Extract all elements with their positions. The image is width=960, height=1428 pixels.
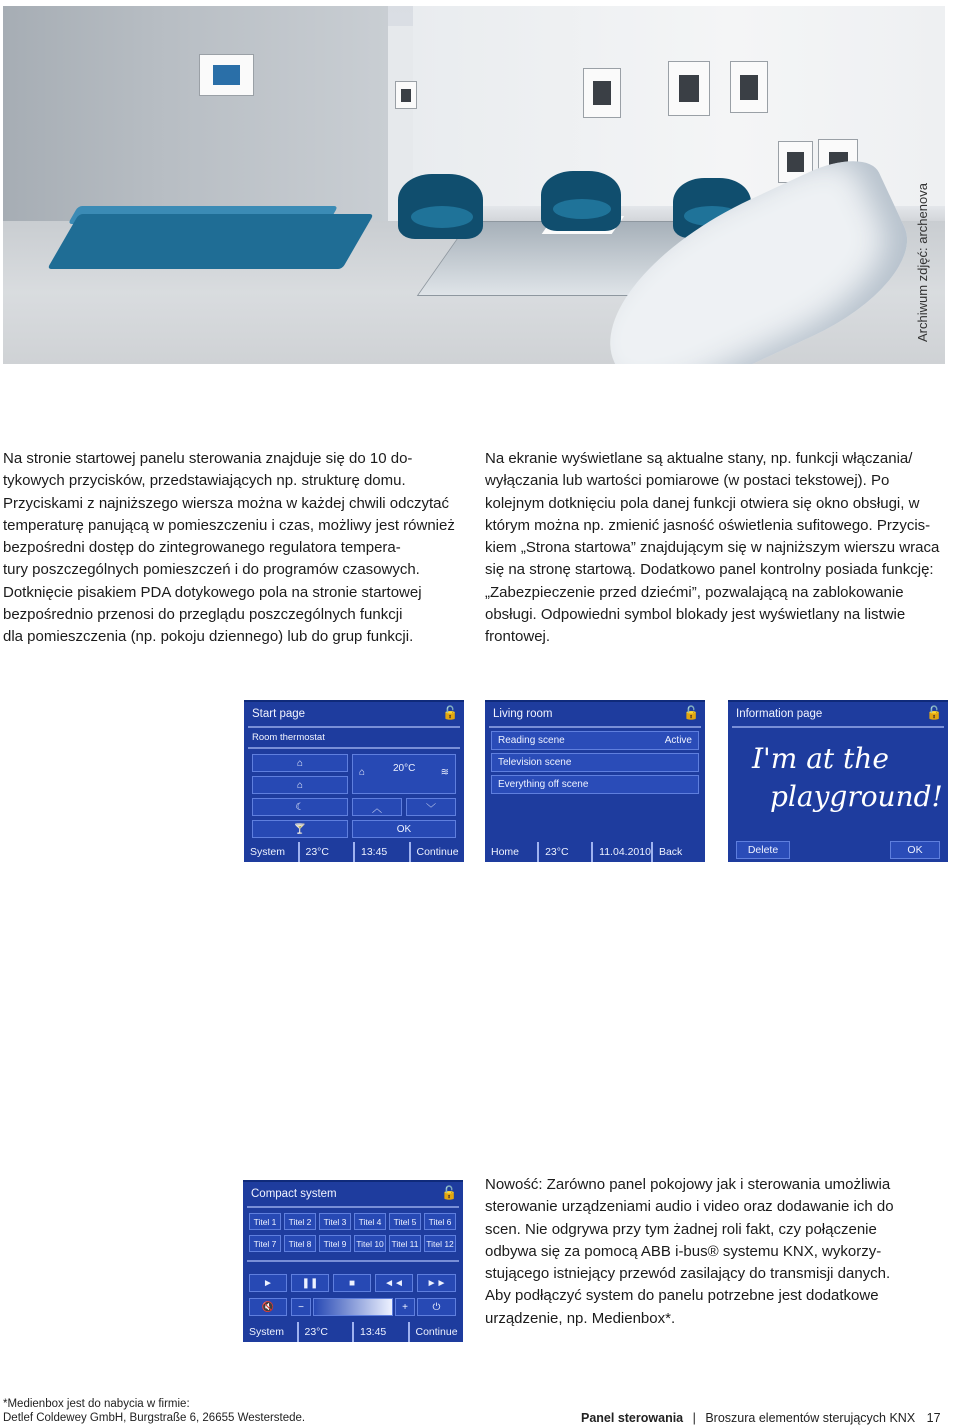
fast-forward-icon[interactable]: ►►: [417, 1274, 456, 1292]
text-line: obsługi. Odpowiedni symbol blokady jest wyświetlany na listwie: [485, 606, 906, 624]
photo-frame: [668, 61, 710, 116]
title-button[interactable]: Titel 10: [354, 1235, 386, 1252]
photo-armchair-seat: [411, 206, 473, 228]
photo-armchair-seat: [553, 199, 611, 219]
text-line: urządzenie, np. Medienbox*.: [485, 1309, 676, 1327]
handwritten-note-line1: I'm at the: [752, 742, 889, 775]
text-line: Aby podłączyć system do panelu potrzebne jest dodatkowe: [485, 1287, 879, 1305]
text-line: którym można np. zmienić jasność oświetlenia sufitowego. Przycis-: [485, 516, 931, 534]
text-left-column: [3, 448, 473, 649]
glass-icon[interactable]: 🍸: [252, 820, 348, 838]
photo-frame: [199, 54, 254, 96]
panel-start-page: [244, 700, 464, 862]
scene-label: Everything off scene: [498, 779, 589, 790]
home-icon[interactable]: ⌂: [252, 754, 348, 772]
photo-frame: [730, 61, 768, 113]
page-footer: [581, 1411, 941, 1425]
text-line: odbywa się za pomocą ABB i-bus® systemu KNX, wykorzy-: [485, 1242, 882, 1260]
footer-system[interactable]: System: [249, 1326, 285, 1338]
arrow-up-icon[interactable]: ︿: [352, 798, 402, 816]
footer-continue[interactable]: Continue: [408, 1322, 464, 1342]
title-button[interactable]: Titel 9: [319, 1235, 351, 1252]
text-line: scen. Nie odgrywa przy tym żadnej roli fakt, czy połączenie: [485, 1220, 877, 1238]
lock-icon[interactable]: 🔓: [442, 705, 459, 720]
footer-date: 11.04.2010: [591, 842, 651, 862]
house-icon[interactable]: ⌂: [252, 776, 348, 794]
text-line: sterowanie urządzeniami audio i video oraz dodawanie ich do: [485, 1198, 894, 1216]
page-number: 17: [926, 1411, 941, 1425]
footer-publication: Broszura elementów sterujących KNX: [705, 1411, 916, 1425]
photo-credit: Archiwum zdjęć: archenova: [915, 183, 930, 342]
footer-continue[interactable]: Continue: [409, 842, 465, 862]
play-icon[interactable]: ►: [249, 1274, 287, 1292]
title-button[interactable]: Titel 7: [249, 1235, 281, 1252]
divider: [489, 726, 701, 728]
panel-title: Start page: [252, 708, 306, 720]
footer-temperature: 23°C: [297, 1322, 353, 1342]
divider: [732, 726, 944, 728]
title-button[interactable]: Titel 3: [319, 1213, 351, 1230]
interior-photo: [3, 6, 945, 364]
photo-frame: [583, 68, 621, 118]
lock-icon[interactable]: 🔓: [683, 705, 700, 720]
text-line: bezpośrednio przenosi do przeglądu poszczególnych funkcji: [3, 606, 403, 624]
power-icon[interactable]: ⏻: [417, 1298, 456, 1316]
text-line: bezpośredni dostęp do zintegrowanego regulatora tempera-: [3, 539, 401, 557]
text-line: się na stronę startową. Dodatkowo panel kontrolny posiada funkcję:: [485, 561, 934, 579]
mute-icon[interactable]: 🔇: [249, 1298, 287, 1316]
temperature-value: 20°C: [393, 763, 416, 774]
text-line: dla pomieszczenia (np. pokoju dziennego) lub do grup funkcji.: [3, 628, 414, 646]
divider: [248, 747, 460, 749]
title-button[interactable]: Titel 4: [354, 1213, 386, 1230]
lock-icon[interactable]: 🔓: [441, 1185, 458, 1200]
divider: [248, 726, 460, 728]
scene-label: Reading scene: [498, 735, 565, 746]
text-line: wyłączania lub wartości pomiarowe (w postaci tekstowej). Po: [485, 472, 890, 490]
rewind-icon[interactable]: ◄◄: [375, 1274, 413, 1292]
panel-information-page: [728, 700, 948, 862]
thermostat-display[interactable]: [352, 754, 456, 794]
footer-separator: |: [692, 1411, 696, 1425]
footnote-line2: Detlef Coldewey GmbH, Burgstraße 6, 26655 Westerstede.: [3, 1412, 306, 1424]
scene-row[interactable]: [491, 731, 699, 750]
footer-section: Panel sterowania: [581, 1411, 684, 1425]
text-line: temperaturę panującą w pomieszczeniu i czas, możliwy jest również: [3, 516, 455, 534]
title-button[interactable]: Titel 12: [424, 1235, 456, 1252]
panel-compact-system: [243, 1180, 463, 1342]
text-line: Przyciskami z najniższego wiersza można w każdej chwili odczytać: [3, 494, 449, 512]
panel-title: Compact system: [251, 1188, 337, 1200]
text-line: stującego istniejący przewód zasilający do transmisji danych.: [485, 1265, 891, 1283]
text-line: Dotknięcie pisakiem PDA dotykowego pola na stronie startowej: [3, 583, 422, 601]
panel-footer: [485, 842, 705, 862]
title-button[interactable]: Titel 1: [249, 1213, 281, 1230]
footer-system[interactable]: System: [250, 846, 286, 858]
title-button[interactable]: Titel 8: [284, 1235, 316, 1252]
text-right-column: [485, 448, 957, 649]
divider: [247, 1206, 459, 1208]
house-icon: ⌂: [359, 767, 366, 778]
panel-title: Information page: [736, 708, 823, 720]
text-line: Na stronie startowej panelu sterowania znajduje się do 10 do-: [3, 450, 413, 467]
lock-icon[interactable]: 🔓: [926, 705, 943, 720]
volume-plus-button[interactable]: +: [395, 1298, 415, 1316]
title-button[interactable]: Titel 5: [389, 1213, 421, 1230]
photo-daybed: [47, 214, 374, 269]
divider: [247, 1260, 459, 1262]
footer-back[interactable]: Back: [651, 842, 705, 862]
heater-icon: ≋: [440, 767, 449, 778]
text-line: kiem „Strona startowa” znajdującym się w najniższym wierszu wraca: [485, 539, 940, 557]
text-line: Nowość: Zarówno panel pokojowy jak i sterowania umożliwia: [485, 1176, 891, 1193]
panel-subtitle: Room thermostat: [252, 732, 325, 743]
scene-state: Active: [664, 735, 692, 746]
title-button[interactable]: Titel 6: [424, 1213, 456, 1230]
panel-title: Living room: [493, 708, 553, 720]
text-line: „Zabezpieczenie przed dziećmi”, pozwalającą na zablokowanie: [485, 583, 904, 601]
pause-icon[interactable]: ❚❚: [291, 1274, 329, 1292]
panel-footer: [243, 1322, 463, 1342]
title-button[interactable]: Titel 2: [284, 1213, 316, 1230]
scene-label: Television scene: [498, 757, 572, 768]
text-line: tury poszczególnych pomieszczeń i do programów czasowych.: [3, 561, 420, 579]
scene-row[interactable]: [491, 753, 699, 772]
volume-minus-button[interactable]: −: [291, 1298, 311, 1316]
ok-button[interactable]: OK: [352, 820, 456, 838]
moon-icon[interactable]: ☾: [252, 798, 348, 816]
arrow-down-icon[interactable]: ﹀: [406, 798, 456, 816]
panel-footer: [244, 842, 464, 862]
text-line: tykowych przycisków, przedstawiających np. strukturę domu.: [3, 472, 406, 490]
title-button[interactable]: Titel 11: [389, 1235, 421, 1252]
ok-button[interactable]: OK: [890, 841, 940, 859]
stop-icon[interactable]: ■: [333, 1274, 371, 1292]
photo-frame: [395, 81, 417, 109]
footnote-line1: *Medienbox jest do nabycia w firmie:: [3, 1398, 190, 1410]
text-line: Na ekranie wyświetlane są aktualne stany, np. funkcji włączania/: [485, 450, 913, 467]
delete-button[interactable]: Delete: [736, 841, 790, 859]
footer-home[interactable]: Home: [491, 846, 520, 858]
scene-row[interactable]: [491, 775, 699, 794]
footer-time: 13:45: [353, 842, 409, 862]
text-line: frontowej.: [485, 628, 551, 646]
panel-living-room: [485, 700, 705, 862]
text-line: kolejnym dotknięciu pola danej funkcji otwiera się okno obsługi, w: [485, 494, 920, 512]
handwritten-note-line2: playground!: [770, 780, 943, 813]
volume-slider[interactable]: [313, 1298, 393, 1316]
footer-temperature: 23°C: [537, 842, 591, 862]
text-bottom-paragraph: [485, 1174, 955, 1330]
footer-time: 13:45: [352, 1322, 408, 1342]
footer-temperature: 23°C: [298, 842, 354, 862]
